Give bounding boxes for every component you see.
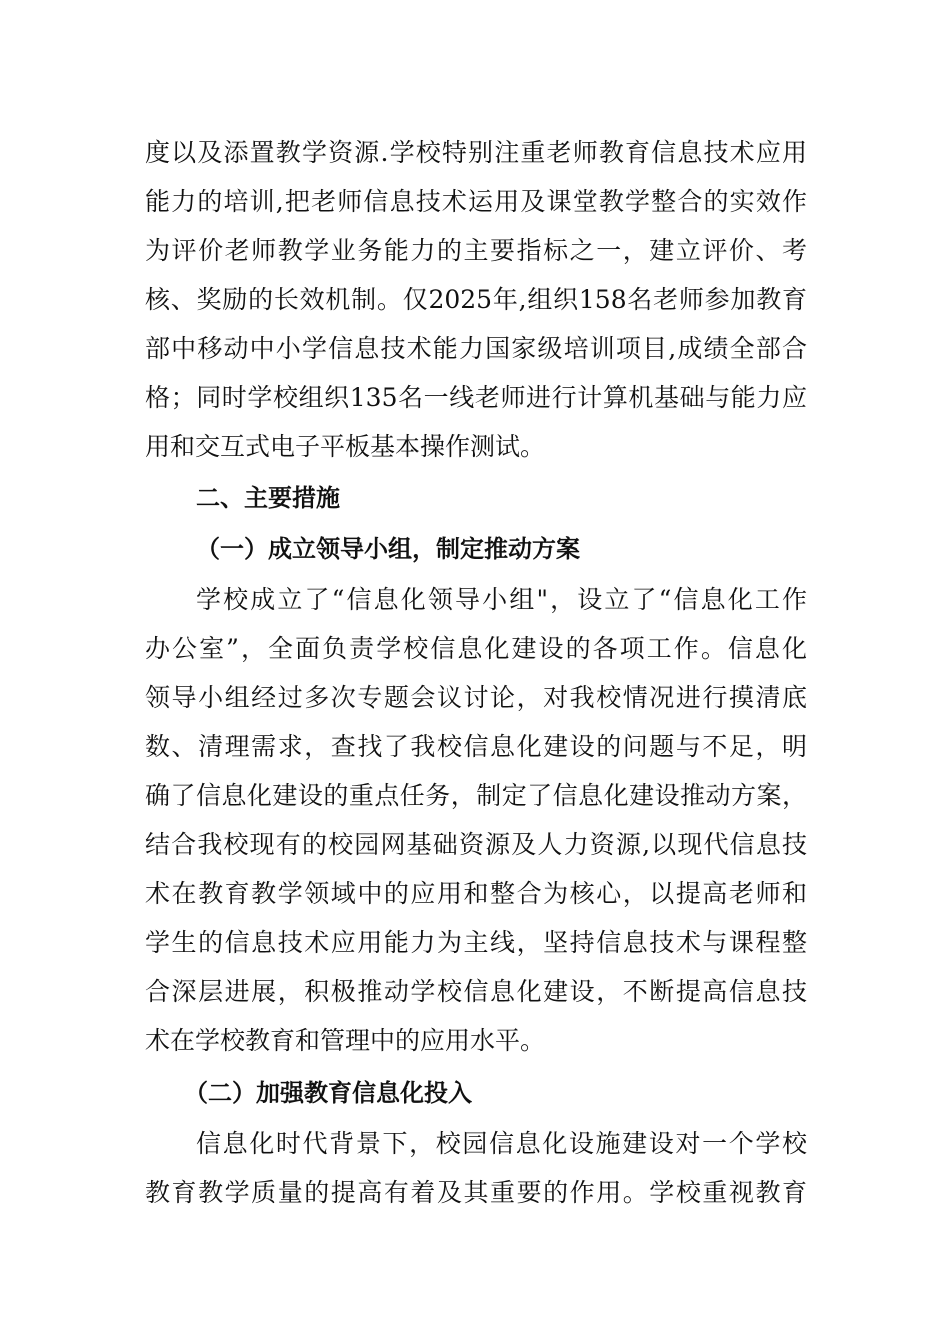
- paragraph-line: 结合我校现有的校园网基础资源及人力资源,以现代信息技: [145, 830, 807, 859]
- paragraph-line: 领导小组经过多次专题会议讨论，对我校情况进行摸清底: [145, 683, 807, 712]
- paragraph-line: 核、奖励的长效机制。仅2025年,组织158名老师参加教育: [145, 285, 807, 314]
- paragraph-line: 确了信息化建设的重点任务，制定了信息化建设推动方案，: [145, 781, 807, 810]
- paragraph-line: 信息化时代背景下，校园信息化设施建设对一个学校: [196, 1129, 807, 1158]
- paragraph-line: 部中移动中小学信息技术能力国家级培训项目,成绩全部合: [145, 334, 807, 363]
- paragraph-line: 学生的信息技术应用能力为主线，坚持信息技术与课程整: [145, 928, 807, 957]
- paragraph-line: 办公室”，全面负责学校信息化建设的各项工作。信息化: [145, 634, 807, 663]
- paragraph-line: 教育教学质量的提高有着及其重要的作用。学校重视教育: [145, 1178, 807, 1207]
- subsection-heading: （一）成立领导小组，制定推动方案: [196, 535, 580, 563]
- paragraph-line: 术在学校教育和管理中的应用水平。: [145, 1026, 546, 1055]
- subsection-heading: （二）加强教育信息化投入: [184, 1079, 472, 1107]
- section-heading: 二、主要措施: [196, 484, 340, 512]
- paragraph-line: 术在教育教学领域中的应用和整合为核心，以提高老师和: [145, 879, 807, 908]
- paragraph-line: 格；同时学校组织135名一线老师进行计算机基础与能力应: [145, 383, 807, 412]
- paragraph-line: 为评价老师教学业务能力的主要指标之一，建立评价、考: [145, 236, 807, 265]
- paragraph-line: 学校成立了“信息化领导小组"，设立了“信息化工作: [196, 585, 807, 614]
- paragraph-line: 度以及添置教学资源.学校特别注重老师教育信息技术应用: [145, 138, 807, 167]
- paragraph-line: 能力的培训,把老师信息技术运用及课堂教学整合的实效作: [145, 187, 807, 216]
- paragraph-line: 合深层进展，积极推动学校信息化建设，不断提高信息技: [145, 977, 807, 1006]
- paragraph-line: 用和交互式电子平板基本操作测试。: [145, 432, 546, 461]
- paragraph-line: 数、清理需求，查找了我校信息化建设的问题与不足，明: [145, 732, 807, 761]
